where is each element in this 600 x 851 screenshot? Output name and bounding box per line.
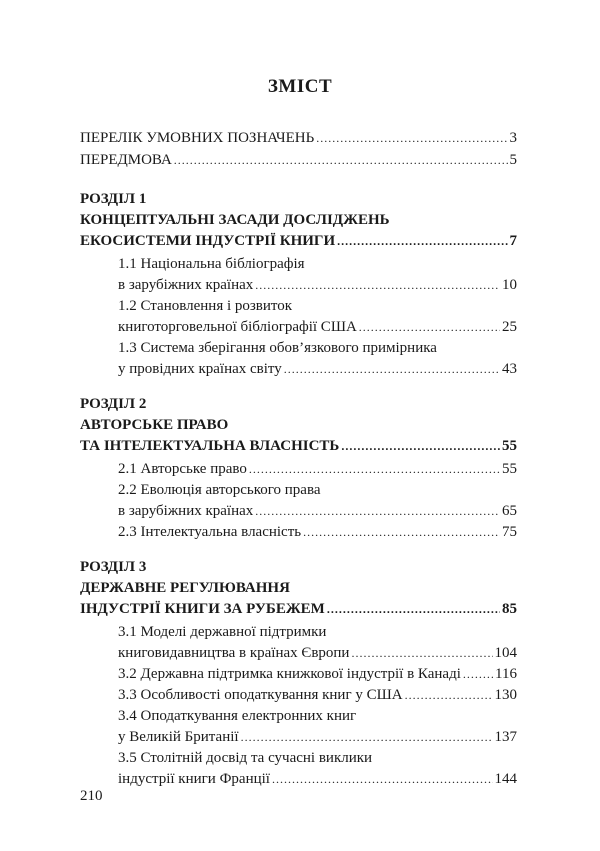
chapter-title-line: ІНДУСТРІЇ КНИГИ ЗА РУБЕЖЕМ xyxy=(80,601,325,617)
dot-leader xyxy=(272,769,493,790)
dot-leader xyxy=(316,127,507,149)
chapter-heading[interactable] xyxy=(80,394,517,457)
chapter-page: 85 xyxy=(502,601,517,617)
dot-leader xyxy=(351,643,492,664)
chapter-title-line: ТА ІНТЕЛЕКТУАЛЬНА ВЛАСНІСТЬ xyxy=(80,438,340,454)
toc-section-2-2[interactable] xyxy=(80,480,517,522)
section-title-line: 1.2 Становлення і розвиток xyxy=(118,298,293,314)
toc-entry-preface[interactable] xyxy=(80,149,517,171)
section-title-line: 2.2 Еволюція авторського права xyxy=(118,482,321,498)
chapter-2 xyxy=(80,394,517,543)
section-page: 104 xyxy=(494,645,517,661)
section-title-line: 3.4 Оподаткування електронних книг xyxy=(118,708,357,724)
chapter-label: РОЗДІЛ 1 xyxy=(80,191,147,207)
toc-section-3-3[interactable] xyxy=(80,685,517,706)
section-title-line: індустрії книги Франції xyxy=(118,771,270,787)
chapter-1 xyxy=(80,189,517,380)
toc-section-3-4[interactable] xyxy=(80,706,517,748)
section-page: 43 xyxy=(502,361,517,377)
entry-title: ПЕРЕЛІК УМОВНИХ ПОЗНАЧЕНЬ xyxy=(80,130,315,146)
section-title-line: книговидавництва в країнах Європи xyxy=(118,645,350,661)
dot-leader xyxy=(327,599,500,620)
dot-leader xyxy=(341,436,500,457)
dot-leader xyxy=(174,149,508,171)
section-title-line: 2.3 Інтелектуальна власність xyxy=(118,524,302,540)
chapter-page: 55 xyxy=(502,438,517,454)
chapter-title-line: АВТОРСЬКЕ ПРАВО xyxy=(80,417,229,433)
dot-leader xyxy=(359,317,500,338)
dot-leader xyxy=(303,522,500,543)
dot-leader xyxy=(284,359,500,380)
toc-section-1-3[interactable] xyxy=(80,338,517,380)
dot-leader xyxy=(241,727,493,748)
chapter-heading[interactable] xyxy=(80,557,517,620)
toc-section-1-2[interactable] xyxy=(80,296,517,338)
chapter-label: РОЗДІЛ 3 xyxy=(80,559,147,575)
chapter-3 xyxy=(80,557,517,790)
page-title: ЗМІСТ xyxy=(267,76,333,97)
chapter-title-line: ДЕРЖАВНЕ РЕГУЛЮВАННЯ xyxy=(80,580,290,596)
page-number: 210 xyxy=(80,788,103,804)
toc-entry-abbreviations[interactable] xyxy=(80,127,517,149)
section-page: 25 xyxy=(502,319,517,335)
dot-leader xyxy=(337,231,507,252)
section-title-line: 2.1 Авторське право xyxy=(118,461,247,477)
section-title-line: книготорговельної бібліографії США xyxy=(118,319,357,335)
dot-leader xyxy=(405,685,493,706)
section-title-line: 3.1 Моделі державної підтримки xyxy=(118,624,327,640)
dot-leader xyxy=(249,459,500,480)
section-title-line: 3.2 Державна підтримка книжкової індустрії в Канаді xyxy=(118,666,461,682)
section-page: 144 xyxy=(494,771,517,787)
section-title-line: 1.1 Національна бібліографія xyxy=(118,256,305,272)
section-title-line: 3.5 Столітній досвід та сучасні виклики xyxy=(118,750,373,766)
section-page: 10 xyxy=(502,277,517,293)
section-title-line: у Великій Британії xyxy=(118,729,239,745)
section-page: 130 xyxy=(494,687,517,703)
entry-page: 3 xyxy=(509,130,517,146)
section-title-line: в зарубіжних країнах xyxy=(118,503,254,519)
chapter-title-line: КОНЦЕПТУАЛЬНІ ЗАСАДИ ДОСЛІДЖЕНЬ xyxy=(80,212,390,228)
section-page: 55 xyxy=(502,461,517,477)
toc-section-2-3[interactable] xyxy=(80,522,517,543)
entry-title: ПЕРЕДМОВА xyxy=(80,152,172,168)
section-title-line: у провідних країнах світу xyxy=(118,361,282,377)
dot-leader xyxy=(255,275,500,296)
section-page: 116 xyxy=(495,666,517,682)
table-of-contents xyxy=(80,127,517,804)
section-title-line: в зарубіжних країнах xyxy=(118,277,254,293)
section-page: 137 xyxy=(494,729,517,745)
toc-section-3-2[interactable] xyxy=(80,664,517,685)
chapter-heading[interactable] xyxy=(80,189,517,252)
chapter-label: РОЗДІЛ 2 xyxy=(80,396,147,412)
toc-section-3-5[interactable] xyxy=(80,748,517,790)
section-page: 65 xyxy=(502,503,517,519)
toc-section-2-1[interactable] xyxy=(80,459,517,480)
entry-page: 5 xyxy=(509,152,517,168)
section-title-line: 3.3 Особливості оподаткування книг у США xyxy=(118,687,403,703)
dot-leader xyxy=(255,501,500,522)
toc-section-3-1[interactable] xyxy=(80,622,517,664)
section-page: 75 xyxy=(502,524,517,540)
toc-section-1-1[interactable] xyxy=(80,254,517,296)
section-title-line: 1.3 Система зберігання обов’язкового примірника xyxy=(118,340,437,356)
chapter-title-line: ЕКОСИСТЕМИ ІНДУСТРІЇ КНИГИ xyxy=(80,233,336,249)
dot-leader xyxy=(463,664,493,685)
front-matter xyxy=(80,127,517,171)
chapter-page: 7 xyxy=(509,233,517,249)
